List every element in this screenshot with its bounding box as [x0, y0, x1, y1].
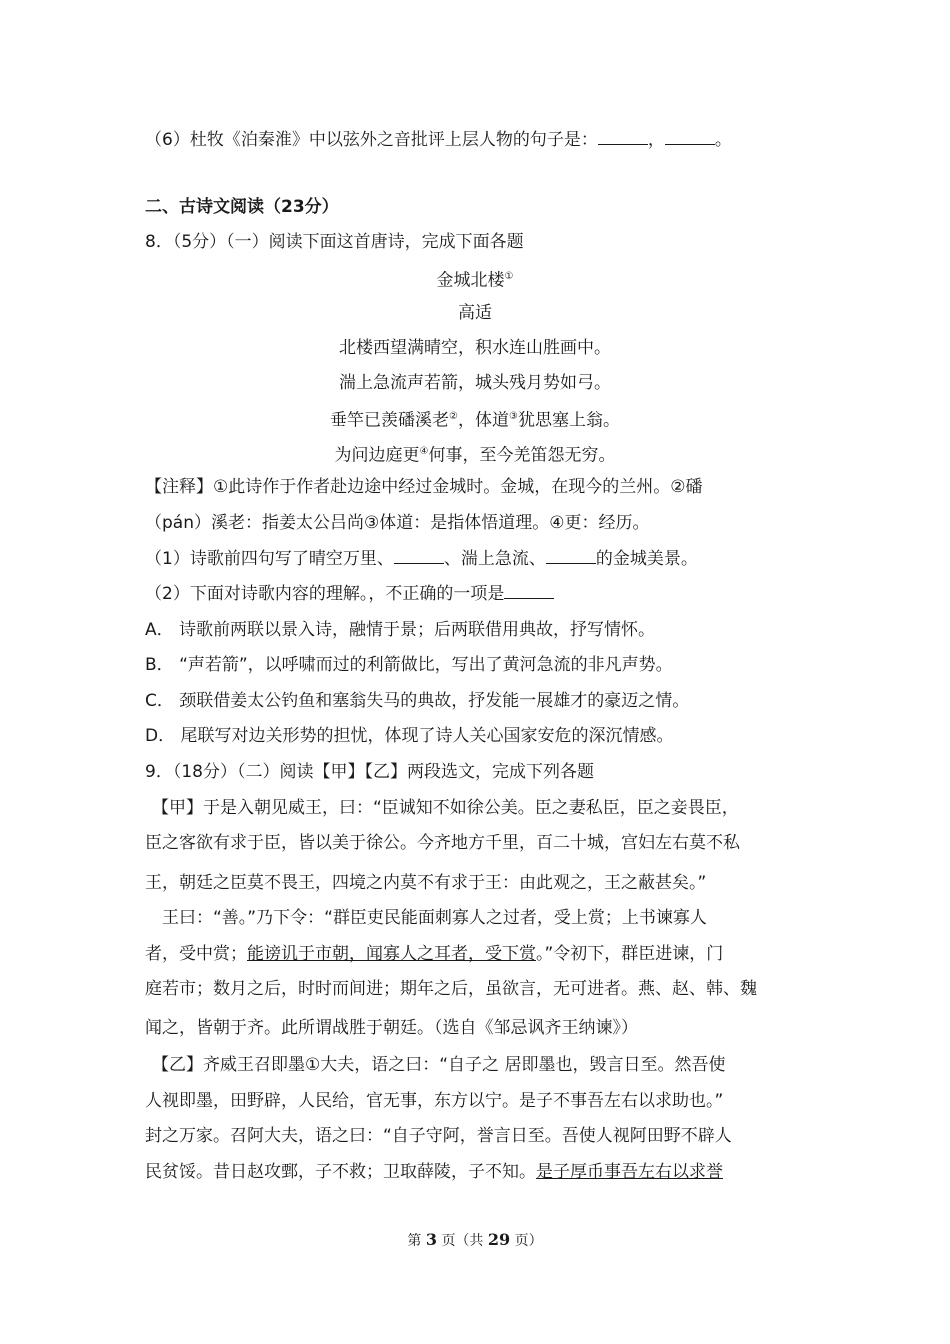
poem-text: 垂竿已羡磻溪老 — [330, 410, 450, 431]
total-pages: 29 — [487, 1230, 511, 1249]
passage-line: 封之万家。召阿大夫，语之曰：“自子守阿，誉言日至。吾使人视阿田野不辟人 — [145, 1126, 732, 1146]
poem-text: 犹思塞上翁。 — [517, 410, 620, 431]
poem-title-text: 金城北楼 — [436, 270, 505, 291]
passage-line: 【乙】齐威王召即墨①大夫，语之曰：“自子之 居即墨也，毁言日至。然吾使 — [152, 1055, 726, 1075]
option-a[interactable]: A． 诗歌前两联以景入诗，融情于景；后两联借用典故，抒写情怀。 — [145, 620, 656, 640]
answer-blank[interactable] — [598, 129, 648, 145]
passage-line — [145, 1160, 723, 1184]
sub-question-1 — [145, 547, 698, 571]
passage-text: 。”令初下，群臣进谏，门 — [536, 944, 724, 964]
option-c[interactable]: C． 颈联借姜太公钓鱼和塞翁失马的典故，抒发能一展雄才的豪迈之情。 — [145, 691, 690, 711]
passage-line — [145, 942, 723, 966]
question-8-header: 8．（5分）（一）阅读下面这首唐诗，完成下面各题 — [145, 232, 524, 252]
q6-text: （6）杜牧《泊秦淮》中以弦外之音批评上层人物的句子是： — [145, 130, 598, 150]
sub-question-text: （2）下面对诗歌内容的理解。，不正确的一项是 — [145, 584, 505, 604]
passage-line: 王，朝廷之臣莫不畏王，四境之内莫不有求于王：由此观之，王之蔽甚矣。” — [145, 873, 707, 893]
passage-line: 王曰：“善。”乃下令：“群臣吏民能面刺寡人之过者，受上赏；上书谏寡人 — [162, 908, 707, 928]
poem-line: 湍上急流声若箭，城头残月势如弓。 — [339, 373, 611, 393]
option-d[interactable]: D． 尾联写对边关形势的担忧，体现了诗人关心国家安危的深沉情感。 — [145, 726, 674, 746]
page-number: 3 — [425, 1230, 437, 1249]
footnote-mark: ④ — [419, 446, 429, 457]
answer-blank[interactable] — [394, 548, 444, 564]
answer-blank[interactable] — [504, 583, 554, 599]
footer-text: 页（共 — [441, 1233, 484, 1249]
annotation-line: （pán）溪老：指姜太公吕尚③体道：是指体悟道理。④更：经历。 — [145, 513, 650, 533]
passage-line: 人视即墨，田野辟，人民给，官无事，东方以宁。是子不事吾左右以求助也。” — [145, 1091, 724, 1111]
annotation-line: 【注释】①此诗作于作者赴边途中经过金城时。金城，在现今的兰州。②磻 — [145, 477, 703, 497]
answer-blank[interactable] — [665, 129, 715, 145]
underlined-sentence: 能谤讥于市朝，闻寡人之耳者，受下赏 — [247, 944, 536, 964]
passage-line: 【甲】于是入朝见威王，曰：“臣诚知不如徐公美。臣之妻私臣，臣之妾畏臣， — [152, 798, 739, 818]
footnote-mark: ③ — [509, 411, 518, 422]
option-b[interactable]: B． “声若箭”，以呼啸而过的利箭做比，写出了黄河急流的非凡声势。 — [145, 655, 673, 675]
sub-question-2 — [145, 582, 554, 606]
poem-author: 高适 — [458, 303, 492, 323]
passage-line: 庭若市；数月之后，时时而间进；期年之后，虽欲言，无可进者。燕、赵、韩、魏 — [145, 979, 757, 999]
poem-title — [0, 265, 950, 293]
passage-text: 民贫馁。昔日赵攻鄄，子不救；卫取薛陵，子不知。 — [145, 1162, 536, 1182]
passage-text: 者，受中赏； — [145, 944, 247, 964]
page-footer — [0, 1230, 950, 1250]
question-6 — [145, 128, 732, 152]
footer-text: 页） — [514, 1233, 543, 1249]
q6-end: 。 — [714, 130, 732, 150]
footer-text: 第 — [407, 1233, 422, 1249]
passage-line: 闻之，皆朝于齐。此所谓战胜于朝廷。（选自《邹忌讽齐王纳谏》） — [145, 1018, 638, 1038]
q6-sep: ， — [647, 130, 665, 150]
poem-text: 为问边庭更 — [334, 445, 420, 466]
answer-blank[interactable] — [546, 548, 596, 564]
footnote-mark: ① — [504, 271, 514, 282]
poem-line: 北楼西望满晴空，积水连山胜画中。 — [339, 338, 611, 358]
poem-line — [0, 405, 950, 433]
section-title: 二、古诗文阅读（23分） — [145, 197, 339, 217]
passage-line: 臣之客欲有求于臣，皆以美于徐公。今齐地方千里，百二十城，宫妇左右莫不私 — [145, 833, 740, 853]
question-9-header: 9．（18分）（二）阅读【甲】【乙】两段选文，完成下列各题 — [145, 762, 594, 782]
poem-line — [0, 440, 950, 468]
sub-question-text: （1）诗歌前四句写了晴空万里、 — [145, 549, 394, 569]
poem-text: ，体道 — [458, 410, 509, 431]
poem-text: 何事，至今羌笛怨无穷。 — [428, 445, 616, 466]
footnote-mark: ② — [449, 411, 458, 422]
underlined-sentence: 是子厚币事吾左右以求誉 — [536, 1162, 723, 1182]
sub-question-text: 、湍上急流、 — [443, 549, 546, 569]
sub-question-text: 的金城美景。 — [595, 549, 698, 569]
